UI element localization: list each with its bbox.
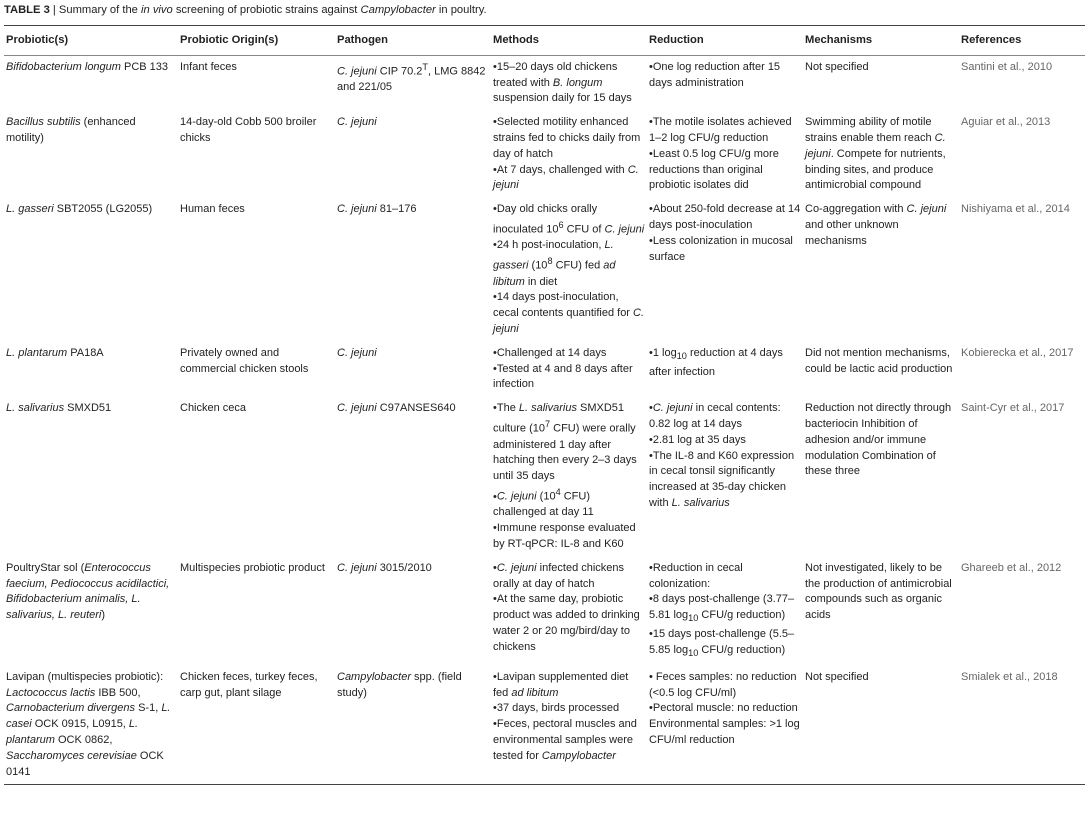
- probiotic-cell: L. plantarum PA18A: [6, 346, 104, 359]
- bullet-item: • Challenged at 14 days: [493, 346, 645, 362]
- pathogen-cell: C. jejuni 81–176: [337, 203, 417, 216]
- bullet-item: • Selected motility enhanced strains fed to chicks daily from day of hatch: [493, 115, 645, 162]
- table-row: [4, 557, 1085, 666]
- reduction-cell: [647, 557, 803, 666]
- col-header-reduction: Reduction: [647, 26, 803, 56]
- bullet-item: • 15–20 days old chickens treated with B. longum suspension daily for 15 days: [493, 60, 645, 107]
- bullet-item: • Least 0.5 log CFU/g more reductions than original probiotic isolates did: [649, 147, 801, 194]
- bullet-item: • Lavipan supplemented diet fed ad libitum: [493, 670, 645, 702]
- mechanisms-cell: Not investigated, likely to be the production of antimicrobial compounds such as organic acids: [805, 561, 952, 622]
- bullet-item: • 2.81 log at 35 days: [649, 433, 801, 449]
- bullet-item: • 37 days, birds processed: [493, 701, 645, 717]
- reference-cell: Saint-Cyr et al., 2017: [961, 402, 1065, 415]
- mechanisms-cell: Co-aggregation with C. jejuni and other unknown mechanisms: [805, 203, 947, 247]
- mechanisms-cell: Did not mention mechanisms, could be lactic acid production: [805, 346, 953, 375]
- bullet-item: • C. jejuni infected chickens orally at day of hatch: [493, 561, 645, 593]
- bullet-item: • At 7 days, challenged with C. jejuni: [493, 163, 645, 195]
- bullet-item: • The IL-8 and K60 expression in cecal tonsil significantly increased at 35-day chicken with L. salivarius: [649, 449, 801, 512]
- probiotic-cell: L. salivarius SMXD51: [6, 402, 112, 415]
- methods-cell: [491, 557, 647, 666]
- summary-table: [4, 25, 1085, 785]
- pathogen-cell: C. jejuni: [337, 116, 377, 129]
- bullet-item: • The motile isolates achieved 1–2 log CFU/g reduction: [649, 115, 801, 147]
- reduction-cell: [647, 111, 803, 198]
- bullet-item: • One log reduction after 15 days administration: [649, 60, 801, 92]
- origin-cell: Infant feces: [180, 60, 237, 73]
- reference-cell: Aguiar et al., 2013: [961, 116, 1051, 129]
- pathogen-cell: C. jejuni C97ANSES640: [337, 402, 456, 415]
- col-header-methods: Methods: [491, 26, 647, 56]
- bullet-item: • Feces samples: no reduction (<0.5 log CFU/ml): [649, 670, 801, 702]
- bullet-item: • 14 days post-inoculation, cecal contents quantified for C. jejuni: [493, 290, 645, 337]
- header-row: [4, 26, 1085, 56]
- origin-cell: Human feces: [180, 203, 245, 216]
- pathogen-cell: C. jejuni 3015/2010: [337, 561, 432, 574]
- bullet-item: • About 250-fold decrease at 14 days post-inoculation: [649, 202, 801, 234]
- methods-cell: [491, 397, 647, 556]
- reduction-cell: [647, 397, 803, 556]
- mechanisms-cell: Swimming ability of motile strains enable them reach C. jejuni. Compete for nutrients, binding sites, and produce antimicrobial compound: [805, 116, 946, 192]
- methods-cell: [491, 55, 647, 111]
- col-header-origin: Probiotic Origin(s): [178, 26, 335, 56]
- bullet-item: • Feces, pectoral muscles and environmental samples were tested for Campylobacter: [493, 717, 645, 764]
- table-row: [4, 666, 1085, 785]
- table-row: [4, 198, 1085, 342]
- table-row: [4, 342, 1085, 397]
- probiotic-cell: Bacillus subtilis (enhanced motility): [6, 116, 136, 144]
- mechanisms-cell: Reduction not directly through bacteriocin Inhibition of adhesion and/or immune modulation Combination of these three: [805, 402, 952, 478]
- probiotic-cell: Lavipan (multispecies probiotic): Lactococcus lactis IBB 500, Carnobacterium divergens S-1, L. casei OCK 0915, L0915, L. plantarum OCK 0862, Saccharomyces cerevisiae OCK 0141: [4, 666, 178, 785]
- bullet-item: • Day old chicks orally inoculated $10^6$ CFU of C. jejuni: [493, 202, 645, 238]
- table-row: [4, 397, 1085, 556]
- caption-label: TABLE 3: [4, 4, 50, 16]
- bullet-item: • Tested at 4 and 8 days after infection: [493, 362, 645, 394]
- bullet-item: • 8 days post-challenge (3.77–5.81 $\log_{10} CFU/g$ reduction): [649, 592, 801, 627]
- col-header-pathogen: Pathogen: [335, 26, 491, 56]
- probiotic-cell: L. gasseri SBT2055 (LG2055): [6, 203, 153, 216]
- methods-cell: [491, 666, 647, 785]
- methods-cell: [491, 111, 647, 198]
- pathogen-cell: C. jejuni: [337, 346, 377, 359]
- bullet-item: • Less colonization in mucosal surface: [649, 234, 801, 266]
- bullet-item: • 1 $\log_{10}$ reduction at 4 days after infection: [649, 346, 801, 381]
- reference-cell: Ghareeb et al., 2012: [961, 561, 1062, 574]
- table-caption: TABLE 3 | Summary of the in vivo screening of probiotic strains against Campylobacter in poultry.: [4, 4, 487, 16]
- bullet-item: • 24 h post-inoculation, L. gasseri ($10^8$ CFU) fed ad libitum in diet: [493, 238, 645, 290]
- bullet-item: • Pectoral muscle: no reduction Environmental samples: >1 log CFU/ml reduction: [649, 701, 801, 748]
- pathogen-cell: Campylobacter spp. (field study): [335, 666, 491, 785]
- col-header-probiotic: Probiotic(s): [4, 26, 178, 56]
- reference-cell: Smialek et al., 2018: [959, 666, 1085, 785]
- col-header-references: References: [959, 26, 1085, 56]
- bullet-item: • 15 days post-challenge (5.5–5.85 $\log_{10} CFU/g$ reduction): [649, 627, 801, 662]
- reduction-cell: [647, 198, 803, 342]
- origin-cell: Chicken ceca: [180, 402, 247, 415]
- methods-cell: [491, 342, 647, 397]
- table-row: [4, 111, 1085, 198]
- bullet-item: • Immune response evaluated by RT-qPCR: IL-8 and K60: [493, 521, 645, 553]
- mechanisms-cell: Not specified: [803, 666, 959, 785]
- probiotic-cell: Bifidobacterium longum PCB 133: [6, 60, 169, 73]
- reference-cell: Nishiyama et al., 2014: [961, 203, 1070, 216]
- reduction-cell: [647, 666, 803, 785]
- origin-cell: Chicken feces, turkey feces, carp gut, plant silage: [178, 666, 335, 785]
- reduction-cell: [647, 342, 803, 397]
- bullet-item: • At the same day, probiotic product was added to drinking water 2 or 20 mg/bird/day to chickens: [493, 592, 645, 655]
- methods-cell: [491, 198, 647, 342]
- col-header-mechanisms: Mechanisms: [803, 26, 959, 56]
- bullet-item: • Reduction in cecal colonization:: [649, 561, 801, 593]
- pathogen-cell: C. jejuni CIP $70.2^T$, LMG 8842 and 221/05: [337, 61, 486, 94]
- origin-cell: Multispecies probiotic product: [180, 561, 325, 574]
- bullet-item: • The L. salivarius SMXD51 culture ($10^7$ CFU) were orally administered 1 day after hatching then every 2–3 days until 35 days: [493, 401, 645, 485]
- origin-cell: Privately owned and commercial chicken stools: [180, 346, 309, 375]
- mechanisms-cell: Not specified: [805, 60, 869, 73]
- origin-cell: 14-day-old Cobb 500 broiler chicks: [180, 116, 317, 144]
- bullet-item: • C. jejuni in cecal contents: 0.82 log at 14 days: [649, 401, 801, 433]
- reduction-cell: [647, 55, 803, 111]
- probiotic-cell: PoultryStar sol (Enterococcus faecium, Pediococcus acidilactici, Bifidobacterium animalis, L. salivarius, L. reuteri): [6, 561, 170, 622]
- bullet-item: • C. jejuni ($10^4$ CFU) challenged at day 11: [493, 485, 645, 521]
- reference-cell: Kobierecka et al., 2017: [961, 346, 1074, 359]
- table-row: [4, 55, 1085, 111]
- reference-cell: Santini et al., 2010: [961, 60, 1053, 73]
